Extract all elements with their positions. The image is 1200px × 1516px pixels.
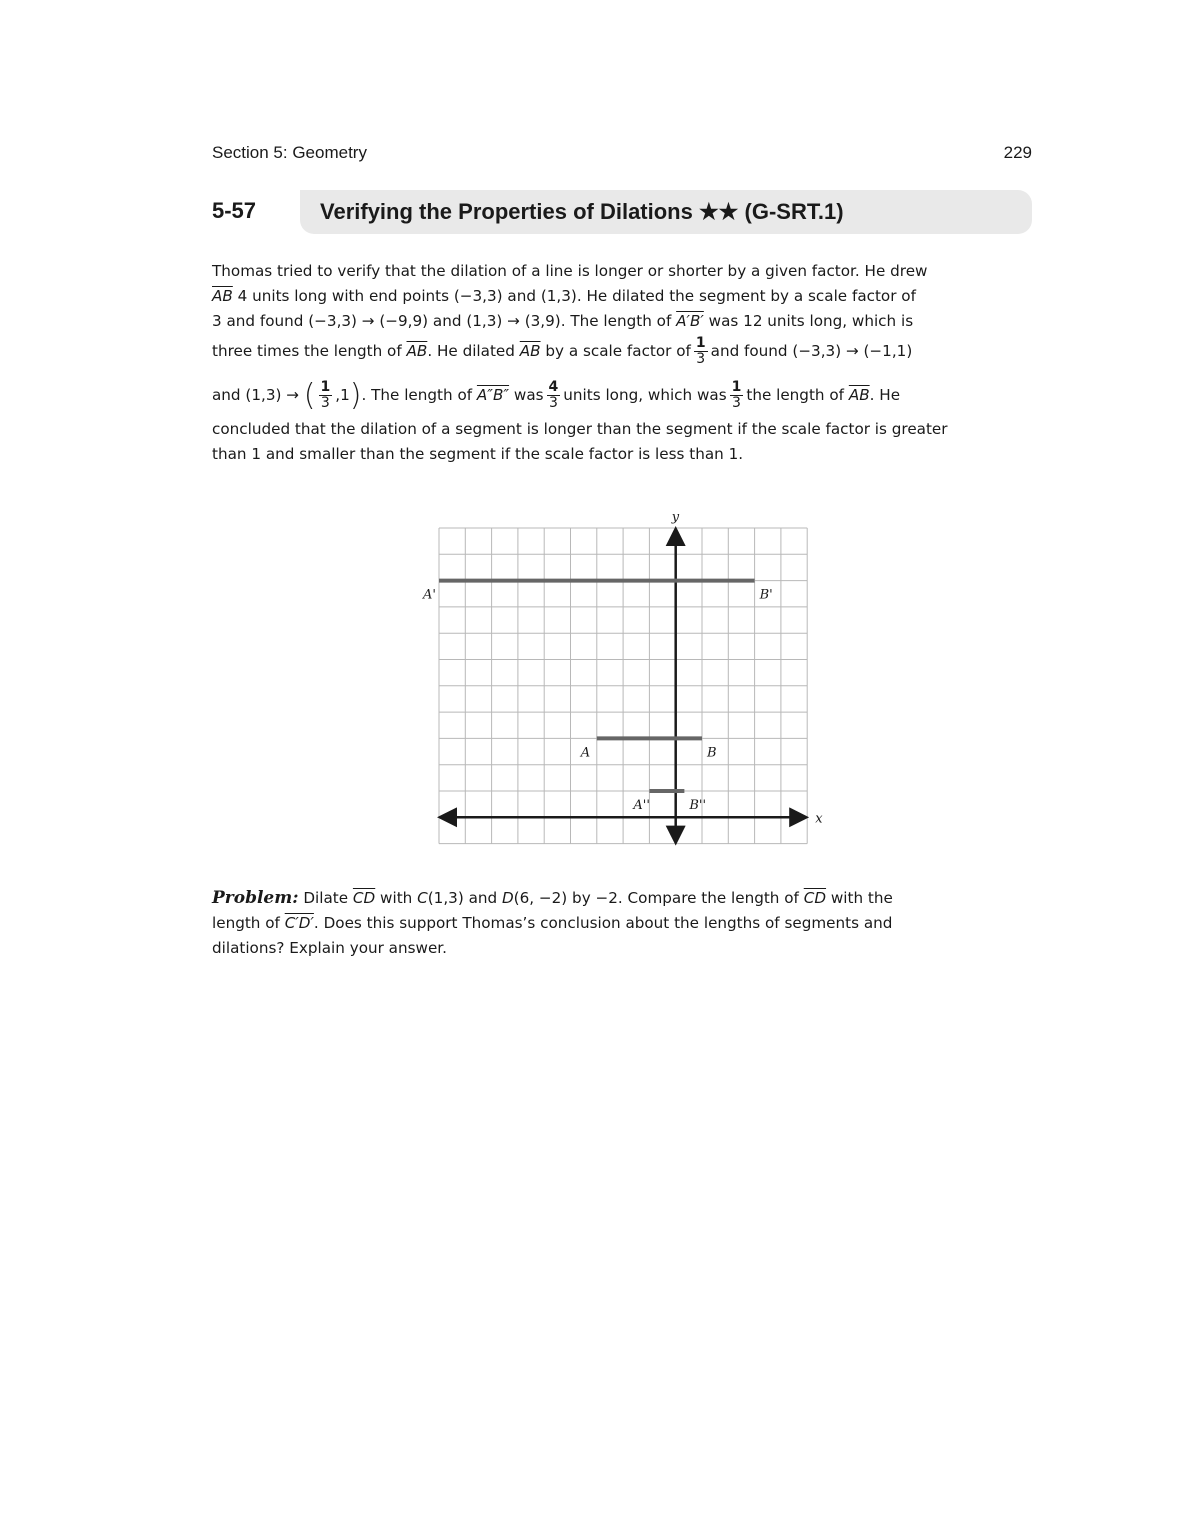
paragraph-text: and found (−3,3) → (−1,1) (710, 342, 913, 360)
paragraph-text: was (509, 386, 544, 404)
paragraph-text: the length of (746, 386, 849, 404)
paragraph-text: . He (869, 386, 901, 404)
problem-text: (1,3) and (427, 889, 502, 907)
paragraph-text: ,1 (335, 386, 350, 404)
problem-title-row (212, 190, 1032, 234)
grid-lines (439, 528, 807, 844)
paragraph-text: 3 and found (−3,3) → (−9,9) and (1,3) → (3,9). The length of (212, 312, 677, 330)
segment-notation: $\overline{AB}$ (519, 342, 541, 360)
paragraph-text: units long, which was (563, 386, 727, 404)
point-label: A' (423, 587, 436, 603)
point-label: B' (759, 587, 773, 603)
problem-number: 5-57 (212, 198, 257, 223)
point-label: B'' (689, 798, 707, 813)
paragraph-line (212, 287, 916, 305)
problem-text: Dilate (298, 889, 353, 907)
problem-text: (6, −2) by −2. Compare the length of (513, 889, 804, 907)
fraction: $\frac{1}{3}$ (695, 335, 706, 367)
close-paren: ) (349, 378, 362, 413)
paragraph-text: . He dilated (427, 342, 520, 360)
fraction: $\frac{4}{3}$ (548, 379, 559, 411)
paragraph-text: 4 units long with end points (−3,3) and (1,3). He dilated the segment by a scale factor of (232, 287, 916, 305)
segment-notation: $\overline{AB}$ (406, 342, 428, 360)
segment-notation: $\overline{CD}$ (803, 889, 827, 907)
segment-notation: C′D′ (284, 914, 314, 932)
axes (441, 510, 823, 842)
point-labels (422, 588, 773, 813)
point-label: B (707, 745, 717, 761)
segment-notation: $\overline{AB}$ (848, 386, 870, 404)
fraction: $\frac{1}{3}$ (320, 379, 331, 411)
title-banner (300, 190, 1032, 234)
point-name: C (417, 889, 428, 907)
coordinate-graph (0, 500, 1200, 860)
problem-text: with the (826, 889, 893, 907)
section-title: Section 5: Geometry (212, 143, 367, 162)
x-axis-label: x (815, 811, 823, 827)
problem-title: Verifying the Properties of Dilations ★★ (G-SRT.1) (320, 199, 844, 224)
paragraph-text: by a scale factor of (540, 342, 691, 360)
y-axis-label: y (671, 510, 680, 525)
paragraph-line (212, 336, 912, 367)
problem-line: dilations? Explain your answer. (212, 939, 447, 957)
point-label: A'' (633, 798, 650, 813)
paragraph-line: Thomas tried to verify that the dilation of a line is longer or shorter by a given factor. He drew (212, 262, 928, 280)
paragraph-text: three times the length of (212, 342, 407, 360)
segment-notation: A″B″ (476, 386, 510, 404)
paragraph-text: . The length of (361, 386, 477, 404)
open-paren: ( (303, 378, 316, 413)
problem-text: length of (212, 914, 285, 932)
paragraph-text: was 12 units long, which is (703, 312, 914, 330)
problem-line (212, 888, 893, 908)
problem-label: Problem: (212, 888, 299, 908)
paragraph-line (212, 312, 913, 330)
segment-notation: $\overline{CD}$ (352, 889, 376, 907)
segment-notation: $\overline{AB}$ (212, 287, 233, 305)
point-name: D (501, 889, 514, 907)
paragraph-line: concluded that the dilation of a segment is longer than the segment if the scale factor is greater (212, 420, 948, 438)
segment-notation: A′B′ (676, 312, 704, 330)
paragraph-line (212, 378, 900, 413)
page-number: 229 (1003, 143, 1032, 162)
problem-text: . Does this support Thomas’s conclusion about the lengths of segments and (313, 914, 893, 932)
paragraph-text: and (1,3) → (212, 386, 299, 404)
page-header (212, 143, 1032, 169)
paragraph-line: than 1 and smaller than the segment if the scale factor is less than 1. (212, 445, 744, 463)
problem-text: with (375, 889, 418, 907)
problem-line (212, 914, 892, 932)
fraction: $\frac{1}{3}$ (731, 379, 742, 411)
point-label: A (580, 745, 591, 761)
